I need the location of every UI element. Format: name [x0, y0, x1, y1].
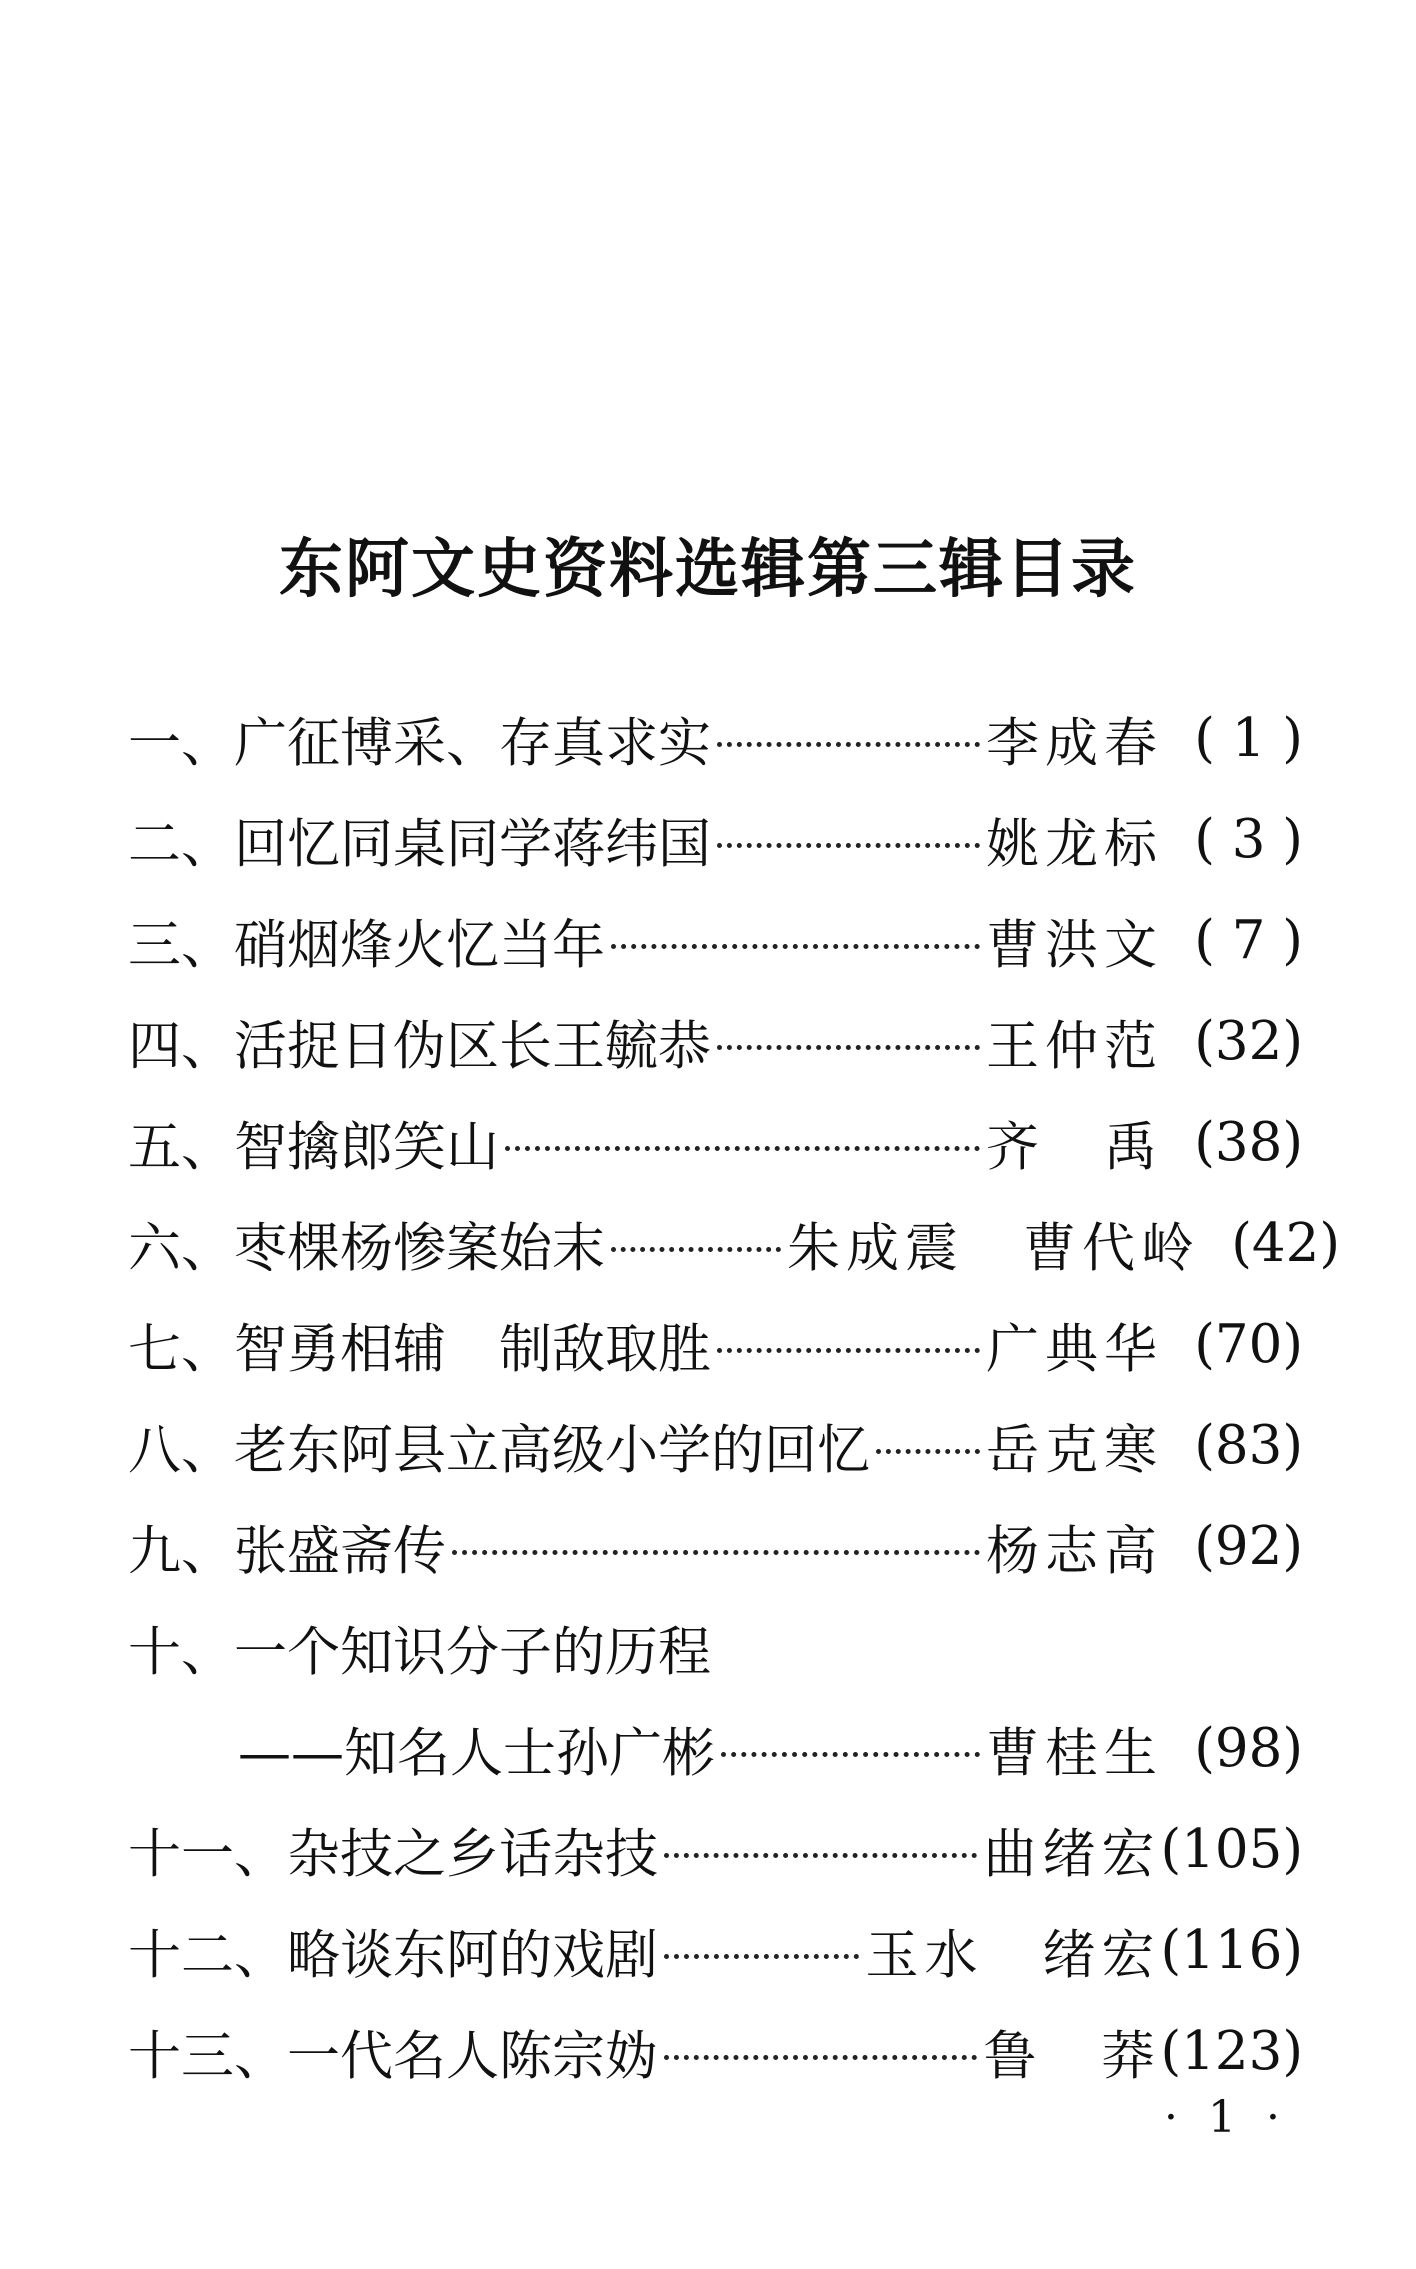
toc-entry-number: 四、 — [128, 1015, 234, 1077]
toc-entry — [128, 991, 1303, 1092]
toc-entry — [128, 1193, 1340, 1294]
toc-entry-author: 玉水 绪宏 — [865, 1924, 1161, 1986]
toc-entry-number: 七、 — [128, 1318, 234, 1380]
page-number: · 1 · — [1164, 2092, 1288, 2143]
toc-entry-title: 一个知识分子的历程 — [234, 1621, 711, 1683]
toc-entry-author: 曹桂生 — [986, 1722, 1163, 1784]
dot-leader — [721, 1752, 980, 1757]
toc-entry — [128, 1900, 1303, 2001]
dot-leader — [611, 944, 980, 949]
toc-entry-title: 杂技之乡话杂技 — [287, 1823, 658, 1885]
toc-entry-number: 十二、 — [128, 1924, 287, 1986]
page-title: 东阿文史资料选辑第三辑目录 — [279, 532, 1137, 607]
toc-entry-author: 姚龙标 — [986, 813, 1163, 875]
toc-entry — [128, 789, 1303, 890]
toc-entry-number: 十三、 — [128, 2025, 287, 2087]
toc-entry — [128, 1597, 1303, 1698]
toc-entry-title: 智勇相辅 制敌取胜 — [234, 1318, 711, 1380]
dot-leader — [717, 1348, 980, 1353]
toc-entry-title: 广征博采、存真求实 — [234, 712, 711, 774]
toc-entry-page: (92) — [1194, 1516, 1303, 1577]
toc-entry-number: 三、 — [128, 914, 234, 976]
table-of-contents — [128, 688, 1340, 2102]
toc-entry — [128, 1496, 1303, 1597]
toc-entry-page: (98) — [1194, 1718, 1303, 1779]
dot-leader — [717, 1045, 980, 1050]
toc-entry-title: 张盛斋传 — [234, 1520, 446, 1582]
toc-entry-author: 李成春 — [986, 712, 1163, 774]
toc-entry-number: 一、 — [128, 712, 234, 774]
toc-entry-continuation — [128, 1698, 1303, 1799]
dot-leader — [717, 742, 980, 747]
dot-leader — [664, 1853, 977, 1858]
dot-leader — [452, 1550, 980, 1555]
toc-entry-number: 二、 — [128, 813, 234, 875]
toc-entry-title: 略谈东阿的戏剧 — [287, 1924, 658, 1986]
toc-entry-number: 十、 — [128, 1621, 234, 1683]
toc-entry-page: ( 1 ) — [1194, 708, 1303, 769]
toc-entry — [128, 1799, 1303, 1900]
dot-leader — [664, 1954, 859, 1959]
toc-entry — [128, 890, 1303, 991]
toc-entry-title: 回忆同桌同学蒋纬国 — [234, 813, 711, 875]
toc-entry — [128, 688, 1303, 789]
dot-leader — [505, 1146, 980, 1151]
toc-entry-author: 鲁 莽 — [983, 2025, 1161, 2087]
toc-entry-number: 十一、 — [128, 1823, 287, 1885]
toc-entry-page: ( 3 ) — [1194, 809, 1303, 870]
toc-entry-number: 五、 — [128, 1116, 234, 1178]
toc-entry-page: (32) — [1194, 1011, 1303, 1072]
toc-entry-title: 智擒郎笑山 — [234, 1116, 499, 1178]
toc-entry-title: 一代名人陈宗妫 — [287, 2025, 658, 2087]
toc-entry-author: 齐 禹 — [986, 1116, 1163, 1178]
toc-entry-page: (42) — [1231, 1213, 1340, 1274]
toc-entry — [128, 1092, 1303, 1193]
toc-entry-page: (105) — [1160, 1819, 1303, 1880]
toc-entry-author: 岳克寒 — [986, 1419, 1163, 1481]
dot-leader — [876, 1449, 980, 1454]
toc-entry — [128, 2001, 1303, 2102]
toc-entry-page: (83) — [1194, 1415, 1303, 1476]
dot-leader — [664, 2055, 977, 2060]
toc-entry-page: (38) — [1194, 1112, 1303, 1173]
toc-entry-title: 硝烟烽火忆当年 — [234, 914, 605, 976]
toc-entry-author: 曲绪宏 — [983, 1823, 1161, 1885]
toc-entry-title: 老东阿县立高级小学的回忆 — [234, 1419, 870, 1481]
dot-leader — [611, 1247, 781, 1252]
toc-entry-title: 枣棵杨惨案始末 — [234, 1217, 605, 1279]
toc-entry-number: 八、 — [128, 1419, 234, 1481]
toc-entry-author: 王仲范 — [986, 1015, 1163, 1077]
toc-entry-author: 杨志高 — [986, 1520, 1163, 1582]
toc-entry — [128, 1294, 1303, 1395]
toc-entry-number: 六、 — [128, 1217, 234, 1279]
toc-entry-author: 曹洪文 — [986, 914, 1163, 976]
toc-entry-page: ( 7 ) — [1194, 910, 1303, 971]
toc-entry-subtitle: ——知名人士孙广彬 — [238, 1722, 715, 1784]
dot-leader — [717, 843, 980, 848]
toc-entry-page: (123) — [1160, 2021, 1303, 2082]
toc-entry-author: 广典华 — [986, 1318, 1163, 1380]
toc-entry-page: (116) — [1160, 1920, 1303, 1981]
toc-entry-page: (70) — [1194, 1314, 1303, 1375]
toc-entry — [128, 1395, 1303, 1496]
toc-entry-title: 活捉日伪区长王毓恭 — [234, 1015, 711, 1077]
toc-entry-number: 九、 — [128, 1520, 234, 1582]
toc-entry-author: 朱成震 曹代岭 — [787, 1217, 1200, 1279]
